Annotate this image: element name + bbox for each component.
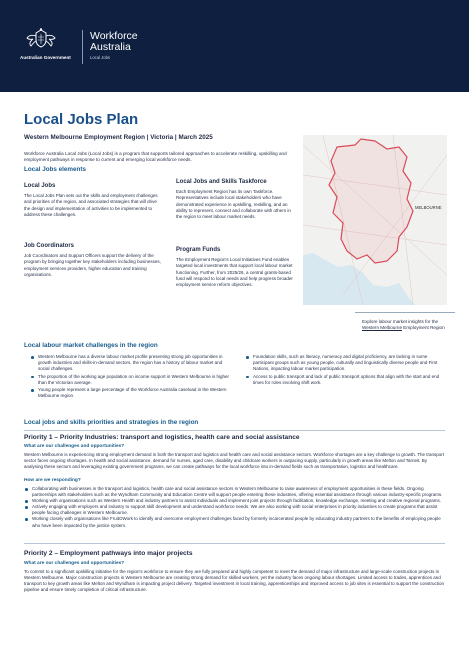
map-city-label: MELBOURNE — [415, 205, 442, 210]
page-title: Local Jobs Plan — [24, 111, 139, 128]
brand-subtitle: Local Jobs — [90, 55, 111, 60]
elements-heading: Local Jobs elements — [24, 166, 86, 173]
priority-1-text: Western Melbourne is experiencing strong employment demand in both the transport and logistics and health care and social assistance sectors. Workforce shortages are a key challenge to growth. The transport sector faces ongoing shortages. In health and social assistance, demand for nurses, aged care, disability and childcare workers is outpacing supply, particularly in growth areas like Melton and Tarneit. By analysing these sectors and leveraging existing government programs, we can create pathways for the local workforce into in-demand fields such as transportation, logistics and healthcare. — [24, 452, 444, 470]
header-banner — [0, 0, 469, 92]
coordinators-text: Job Coordinators and Support Officers support the delivery of the program by bringing together key stakeholders including businesses, employment services providers, higher education and training organisations. — [24, 253, 161, 277]
list-item: Young people represent a large percentage of the Workforce Australia caseload in the Western Melbourne region. — [30, 387, 230, 399]
challenges-list-right — [245, 354, 447, 387]
brand-title — [90, 31, 138, 53]
list-item: The proportion of the working age population on income support in Western Melbourne is higher than the Victorian average. — [30, 374, 230, 386]
map-link[interactable]: Western Melbourne — [362, 325, 403, 330]
funds-text: The Employment Region's Local Initiatives Fund enables targeted local investments that support local labour market functioning. Further, from 2025/26, a central grants-based fund will respond to local needs and help progress broader employment service reform objectives. — [176, 257, 293, 288]
priority-1-question: What are our challenges and opportunities? — [24, 444, 125, 449]
map-caption-post: Employment Region — [402, 325, 445, 330]
list-item: Working with organisations such as Western Health and industry partners to assist individuals and implement joint projects through facilitation, knowledge exchange, meeting and creative regional programs. — [24, 498, 445, 504]
list-item: Working closely with organisations like FruitOWork to identify and overcome employment challenges faced by formerly incarcerated people by educating industry partners to the benefits of employing people who have been impacted by the justice system. — [24, 516, 445, 528]
caption-rule — [355, 312, 455, 313]
priorities-heading: Local jobs and skills priorities and strategies in the region — [24, 419, 199, 426]
list-item: Foundation skills, such as literacy, numeracy and digital proficiency, are lacking in some participant groups such as young people, culturally and linguistically diverse people and First Nations, impacting labour market participation. — [245, 354, 447, 373]
priority-2-title: Priority 2 – Employment pathways into major projects — [24, 550, 193, 557]
region-map — [303, 135, 447, 305]
local-jobs-text: The Local Jobs Plan sets out the skills and employment challenges and priorities of the region, and associated strategies that will drive the design and implementation of activities to be implemented to address these challenges. — [24, 193, 158, 217]
local-jobs-title: Local Jobs — [24, 183, 56, 189]
list-item: Western Melbourne has a diverse labour market profile presenting strong job opportunities in growth industries and skills-in-demand sectors, the region has a history of labour market and social challenges. — [30, 354, 230, 373]
section-rule — [24, 430, 445, 431]
list-item: Actively engaging with employers and industry to support skill development and understand workforce needs. We are also working with social enterprises in priority industries to create programs that assist people facing challenges in Western Melbourne. — [24, 504, 445, 516]
priority-2-text: To commit to a significant upskilling initiative for the region's workforce to ensure they are fully prepared and highly competent to meet the demand of major infrastructure and large-scale construction projects in Western Melbourne. Major construction projects in Western Melbourne are creating strong demand for skilled workers, yet the industry faces ongoing labour shortages. Limited access to trades, apprentices and transport to key growth areas like Melton and Wyndham is impacting project delivery. Targeted investment in local training, apprenticeships and improved access to job sites is essential to support the construction pipeline and ensure timely completion of critical infrastructure. — [24, 569, 445, 593]
taskforce-title: Local Jobs and Skills Taskforce — [176, 179, 267, 185]
priority-2-question: What are our challenges and opportunities? — [24, 561, 125, 566]
map-caption — [362, 319, 452, 331]
funds-title: Program Funds — [176, 247, 221, 253]
priority-1-title: Priority 1 – Priority Industries: transport and logistics, health care and social assistance — [24, 434, 300, 441]
list-item: Access to public transport and lack of public transport options that align with the start and end times for roles involving shift work. — [245, 374, 447, 386]
priority-1-response-heading: How are we responding? — [24, 478, 81, 483]
coordinators-title: Job Coordinators — [24, 243, 75, 249]
coat-of-arms-icon — [24, 28, 58, 50]
brand-line-1: Workforce — [90, 30, 138, 42]
page-subtitle: Western Melbourne Employment Region | Victoria | March 2025 — [24, 134, 213, 141]
section-rule — [24, 543, 445, 544]
challenges-list-left — [30, 354, 230, 400]
intro-text: Workforce Australia Local Jobs (Local Jobs) is a program that supports tailored approaches to accelerate reskilling, upskilling and employment pathways in response to current and emerging local workforce needs. — [24, 151, 287, 163]
header-divider — [82, 30, 83, 64]
challenges-heading: Local labour market challenges in the region — [24, 342, 158, 349]
gov-name: Australian Government — [20, 55, 71, 60]
list-item: Collaborating with businesses in the transport and logistics, health care and social assistance sectors in Western Melbourne to raise awareness of employment opportunities in these fields. Ongoing partnerships with stakeholders such as the Wyndham Community and Education Centre will support people entering these industries, offering essential assistance through various industry-specific programs. — [24, 486, 445, 498]
brand-line-2: Australia — [90, 41, 131, 53]
priority-1-bullets — [24, 486, 445, 529]
taskforce-text: Each Employment Region has its own Taskforce. Representatives include local stakeholders who have demonstrated experience in upskilling, reskilling, and an ability to represent, connect and collaborate with others in the region to meet labour market needs. — [176, 189, 291, 220]
map-caption-pre: Explore labour market insights for the — [362, 319, 439, 324]
